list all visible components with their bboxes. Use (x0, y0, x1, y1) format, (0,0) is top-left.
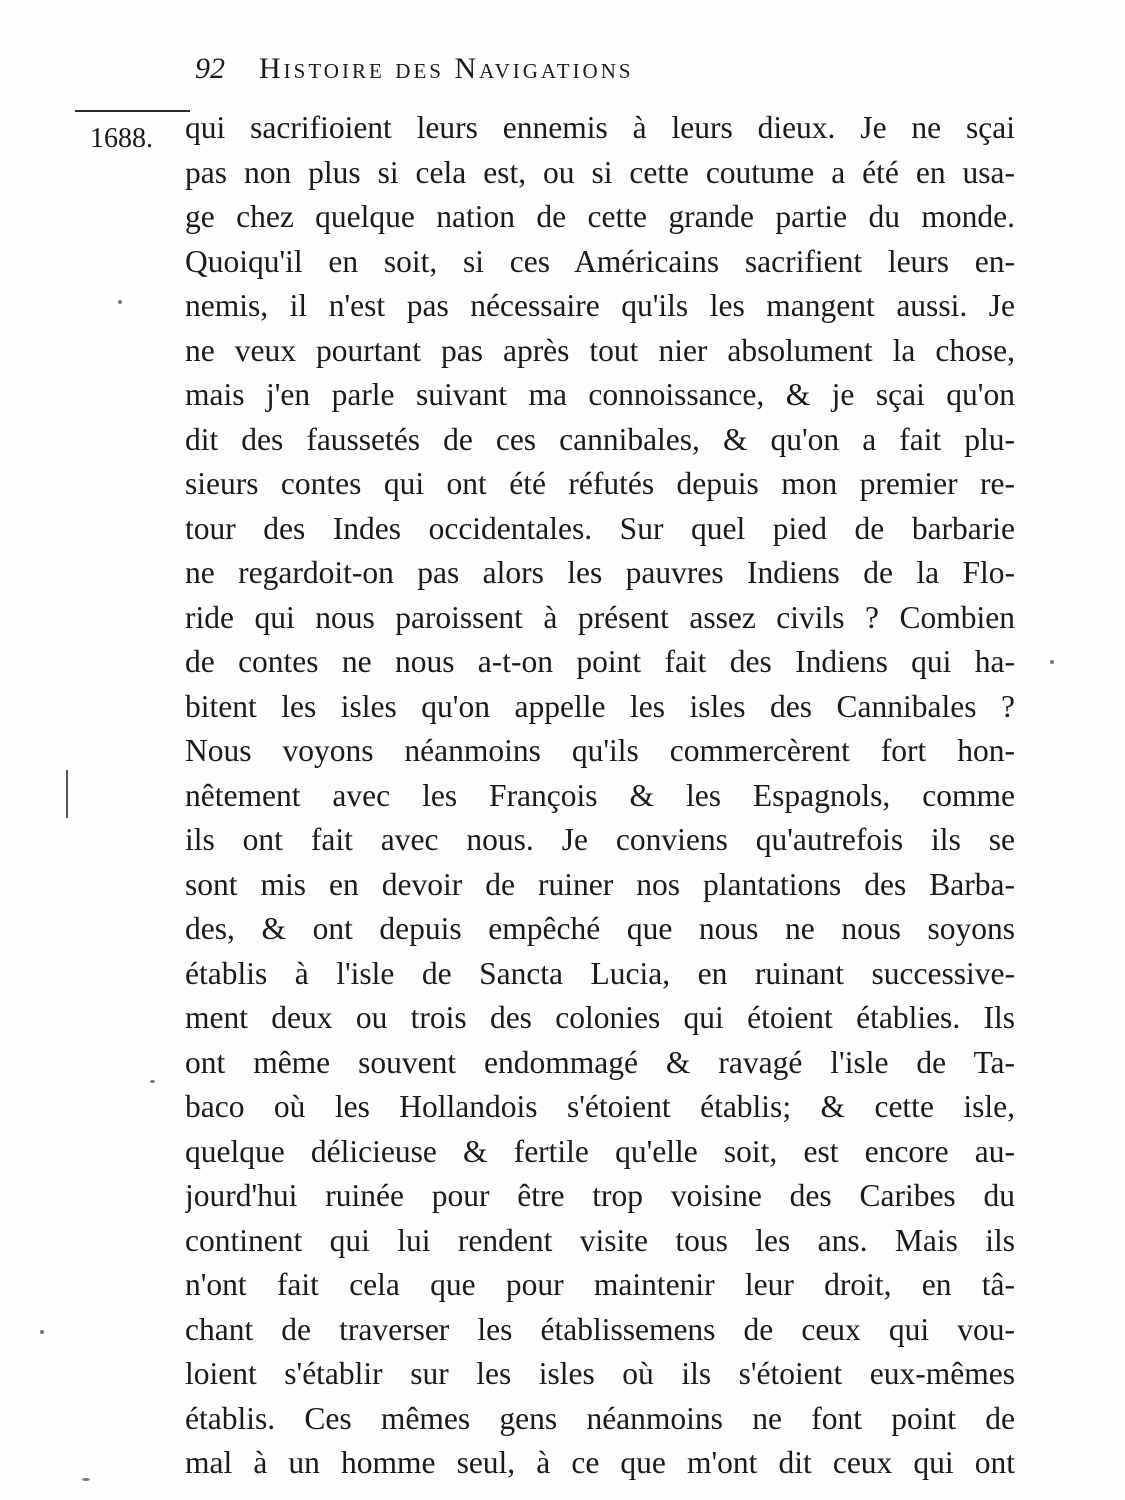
text-line: ge chez quelque nation de cette grande partie du monde. (185, 199, 1015, 234)
text-line: quelque délicieuse & fertile qu'elle soit, est encore au- (185, 1133, 1015, 1169)
text-line: ils ont fait avec nous. Je conviens qu'autrefois ils se (185, 822, 1015, 857)
text-line: tour des Indes occidentales. Sur quel pied de barbarie (185, 510, 1015, 546)
body-text (185, 106, 1015, 1486)
text-line: loient s'établir sur les isles où ils s'étoient eux-mêmes (185, 1356, 1015, 1391)
text-line: ne veux pourtant pas après tout nier absolument la chose, (185, 332, 1015, 368)
ink-speck (40, 1330, 44, 1334)
ink-speck (1050, 660, 1054, 664)
ink-speck (118, 300, 122, 304)
header-rule (75, 110, 190, 112)
text-line: ne regardoit-on pas alors les pauvres Indiens de la Flo- (185, 555, 1015, 590)
text-line: établis. Ces mêmes gens néanmoins ne font point de (185, 1400, 1015, 1436)
text-line: mal à un homme seul, à ce que m'ont dit ceux qui ont (185, 1445, 1015, 1480)
text-line: ont même souvent endommagé & ravagé l'isle de Ta- (185, 1044, 1015, 1080)
text-line: dit des faussetés de ces cannibales, & qu'on a fait plu- (185, 421, 1015, 457)
page-header (195, 52, 955, 102)
running-title: Histoire des Navigations (259, 52, 634, 85)
text-line: mais j'en parle suivant ma connoissance, & je sçai qu'on (185, 377, 1015, 412)
text-line: jourd'hui ruinée pour être trop voisine des Caribes du (185, 1178, 1015, 1213)
text-line: ride qui nous paroissent à présent assez civils ? Combien (185, 599, 1015, 635)
text-line: établis à l'isle de Sancta Lucia, en ruinant successive- (185, 955, 1015, 991)
text-line: pas non plus si cela est, ou si cette coutume a été en usa- (185, 154, 1015, 190)
text-line: ment deux ou trois des colonies qui étoient établies. Ils (185, 1000, 1015, 1035)
text-line: qui sacrifioient leurs ennemis à leurs dieux. Je ne sçai (185, 110, 1015, 145)
ink-speck (82, 1478, 90, 1481)
margin-ink-mark (66, 770, 68, 818)
text-line: sont mis en devoir de ruiner nos plantations des Barba- (185, 866, 1015, 902)
ink-speck (150, 1080, 155, 1083)
text-line: nêtement avec les François & les Espagnols, comme (185, 777, 1015, 813)
text-line: de contes ne nous a-t-on point fait des Indiens qui ha- (185, 644, 1015, 679)
text-line: bitent les isles qu'on appelle les isles des Cannibales ? (185, 688, 1015, 724)
text-line: n'ont fait cela que pour maintenir leur droit, en tâ- (185, 1267, 1015, 1302)
text-line: chant de traverser les établissemens de ceux qui vou- (185, 1311, 1015, 1347)
margin-year-note: 1688. (90, 123, 153, 154)
text-line: des, & ont depuis empêché que nous ne nous soyons (185, 911, 1015, 946)
text-line: Quoiqu'il en soit, si ces Américains sacrifient leurs en- (185, 243, 1015, 279)
page-number: 92 (195, 52, 225, 85)
text-line: baco où les Hollandois s'étoient établis; & cette isle, (185, 1089, 1015, 1124)
text-line: nemis, il n'est pas nécessaire qu'ils les mangent aussi. Je (185, 288, 1015, 323)
text-line: sieurs contes qui ont été réfutés depuis mon premier re- (185, 466, 1015, 501)
text-line: continent qui lui rendent visite tous les ans. Mais ils (185, 1222, 1015, 1258)
text-line: Nous voyons néanmoins qu'ils commercèrent fort hon- (185, 733, 1015, 768)
